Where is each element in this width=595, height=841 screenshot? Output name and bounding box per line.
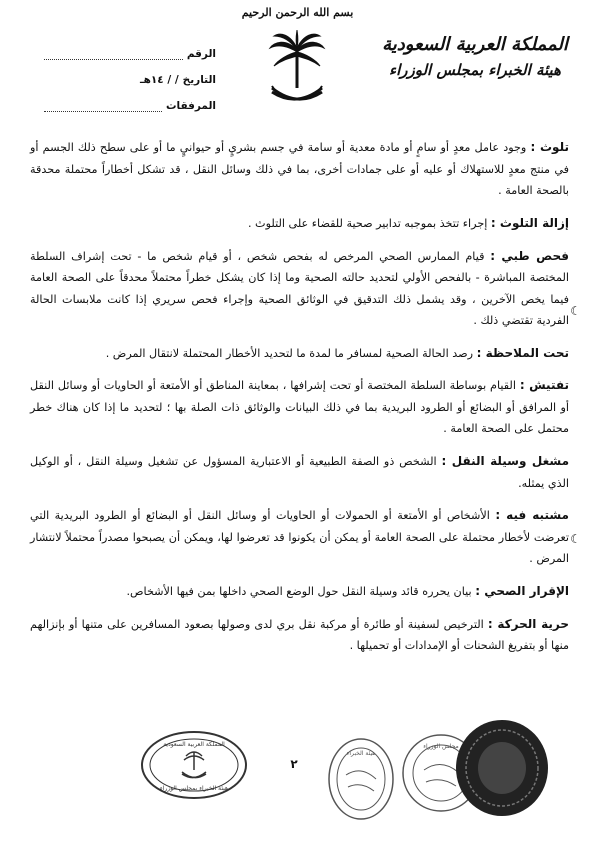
definition-health-declaration: [30, 581, 569, 603]
round-seal-stamp-icon: [326, 735, 396, 823]
definition-contamination: [30, 137, 569, 202]
definition-term: تحت الملاحظة :: [476, 345, 569, 360]
definition-body: رصد الحالة الصحية لمسافر ما لمدة ما لتحديد الأخطار المحتملة لانتقال المرض .: [105, 346, 474, 360]
definition-free-pratique: [30, 614, 569, 657]
definition-term: فحص طبي :: [490, 248, 569, 263]
definition-body: قيام الممارس الصحي المرخص له بفحص شخص ، أو قيام شخص ما - تحت إشراف السلطة المختصة المباشرة - بالفحص الأولي لتحديد حالته الصحية وما إذا كان يشكل خطراً محتملاً محدقاً على الصحة العامة فيما يخص الآخرين ، وقد يشمل ذلك التدقيق في الوثائق الصحية وإجراء فحص سريري إذا كانت ملابسات الحالة الفردية تقتضي ذلك .: [30, 249, 569, 328]
margin-crescent-icon: ☾: [570, 304, 581, 318]
stamp-right-text: مجلس الوزراء: [423, 743, 459, 750]
definition-body: القيام بوساطة السلطة المختصة أو تحت إشرافها ، بمعاينة المناطق أو الأمتعة أو الحاويات أو وسائل النقل أو المرافق أو البضائع أو الطرود البريدية بما في ذلك البيانات والوثائق ذات الصلة بها ؛ لتحديد ما إذا كان هناك خطر محتمل على الصحة العامة .: [30, 379, 569, 436]
definition-body: وجود عامل معدٍ أو سامٍ أو مادة معدية أو سامة في جسم بشريٍ أو حيوانيٍ ما أو على سطح ذلك الجسم أو في منتج معدٍ للاستهلاك أو عليه أو على جمادات أخرى، بما في ذلك وسائل النقل ، قد تشكل أخطاراً محتملة محدقة بالصحة العامة .: [30, 141, 569, 198]
definition-term: مشغل وسيلة النقل :: [441, 454, 570, 469]
stamp-left-bottom-text: هيئة الخبراء بمجلس الوزراء: [159, 785, 229, 792]
definition-term: إزالة التلوث :: [490, 215, 569, 230]
definitions-list: [30, 126, 569, 662]
org-authority: هيئة الخبراء بمجلس الوزراء: [389, 61, 561, 79]
definition-decontamination: [30, 213, 569, 235]
ref-number-line: [44, 47, 183, 60]
filled-seal-stamp-icon: [452, 718, 552, 818]
date-value: / / ١٤هـ: [139, 74, 179, 86]
basmala: بسم الله الرحمن الرحيم: [241, 6, 354, 19]
definition-term: الإقرار الصحي :: [475, 584, 569, 598]
attachments-line: [44, 99, 162, 112]
ref-number-label: الرقم: [186, 48, 216, 60]
definition-medical-exam: [30, 246, 569, 332]
definition-conveyance-operator: [30, 451, 569, 494]
definition-body: الشخص ذو الصفة الطبيعية أو الاعتبارية المسؤول عن تشغيل وسيلة النقل ، أو الوكيل الذي يمثله.: [30, 455, 569, 490]
oval-seal-stamp-icon: [140, 730, 248, 800]
attachments-row: [36, 86, 216, 112]
date-label: التاريخ: [182, 74, 216, 86]
definition-term: مشتبه فيه :: [495, 508, 569, 523]
definition-suspect: [30, 505, 569, 570]
definition-inspection: [30, 375, 569, 440]
palm-swords-emblem-icon: [268, 30, 326, 108]
page-number: ٢: [290, 757, 298, 771]
ref-number-row: [36, 34, 216, 60]
definition-body: الترخيص لسفينة أو طائرة أو مركبة نقل بري لدى وصولها بصعود المسافرين على متنها أو بإنزالهم منها أو بتفريغ الشحنات أو الإمدادات أو تحميلها .: [30, 617, 569, 653]
org-country: المملكة العربية السعودية: [382, 34, 568, 55]
definition-body: الأشخاص أو الأمتعة أو الحمولات أو الحاويات أو وسائل النقل أو البضائع أو الطرود البريدية التي تعرضت لأخطار محتملة على الصحة العامة أو يمكن أن يكونوا قد تعرضوا لها، ويمكن أن يصبحوا مصدراً محتملاً لانتشار المرض .: [30, 509, 569, 566]
stamp-left-top-text: المملكة العربية السعودية: [163, 741, 225, 748]
definition-term: حرية الحركة :: [487, 616, 569, 631]
definition-term: تفتيش :: [519, 378, 569, 393]
stamp-mid-text: هيئة الخبراء: [346, 750, 376, 757]
organization-header: [375, 32, 575, 82]
definition-body: بيان يحرره قائد وسيلة النقل حول الوضع الصحي داخلها بمن فيها الأشخاص.: [126, 585, 472, 598]
date-row: [36, 60, 216, 86]
definition-body: إجراء تتخذ بموجبه تدابير صحية للقضاء على التلوث .: [247, 216, 488, 230]
attachments-label: المرفقات: [165, 100, 216, 112]
definition-surveillance: [30, 343, 569, 365]
reference-block: [36, 34, 216, 112]
definition-term: تلوث :: [530, 140, 569, 155]
margin-crescent-icon: ☾: [570, 532, 581, 546]
